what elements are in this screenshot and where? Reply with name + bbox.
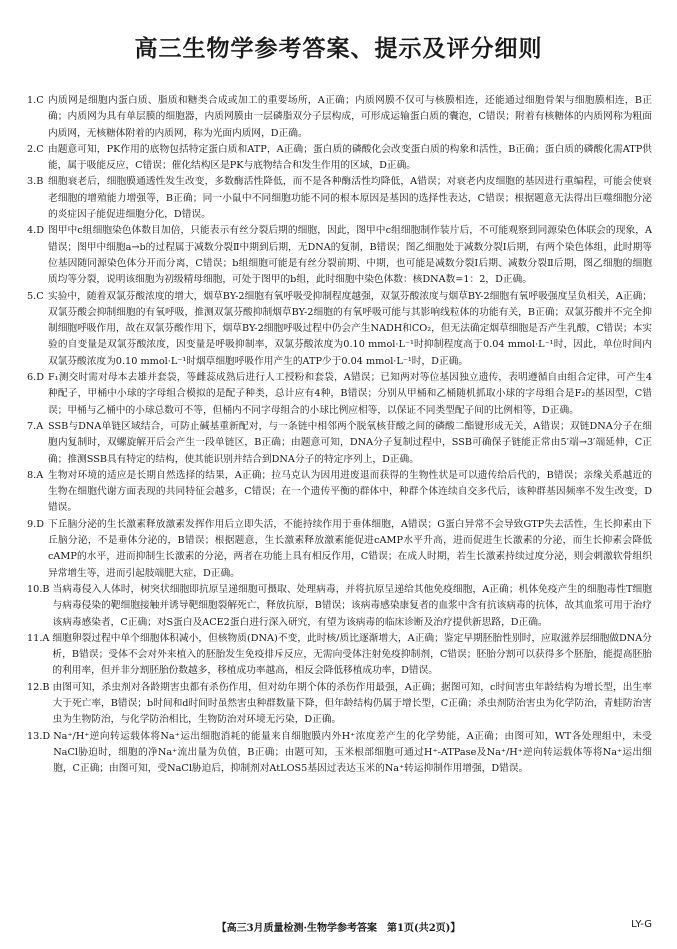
page-title: 高三生物学参考答案、提示及评分细则 xyxy=(134,36,543,62)
answer-item xyxy=(27,142,652,175)
answer-item xyxy=(27,289,652,370)
answer-number: 5.C xyxy=(27,290,44,302)
answer-number: 12.B xyxy=(27,681,50,693)
answer-item xyxy=(27,729,652,778)
answer-number: 3.B xyxy=(27,176,44,188)
footer-page-info: 【高三3月质量检测·生物学参考答案 第1页(共2页)】 xyxy=(216,923,461,934)
answer-number: 13.D xyxy=(27,730,51,742)
answer-item xyxy=(27,223,652,288)
answer-item xyxy=(27,93,652,142)
answer-number: 4.D xyxy=(27,225,45,237)
answer-text: 下丘脑分泌的生长激素释放激素发挥作用后立即失活，不能持续作用于垂体细胞，A错误；G蛋白异常不会导致GTP失去活性，生长抑素由下丘脑分泌，不是垂体分泌的，B错误；根据题意，生长激素释放激素能促进cAMP水平升高，进而促进生长激素的分泌，而生长抑素会降低cAMP的水平，进而抑制生长激素的分泌，两者在功能上具有相反作用，C错误；在成人时期，若生长激素持续过度分泌，则会刺激软骨组织异常增生等，进而引起肢端肥大症，D正确。 xyxy=(48,518,652,579)
answer-text: 细胞卵裂过程中单个细胞体积减小，但核物质(DNA)不变，此时核/质比逐渐增大，A正确；鉴定早期胚胎性别时，应取滋养层细胞做DNA分析，B错误；受体不会对外来植入的胚胎发生免疫排斥反应，无需向受体注射免疫抑制剂，C错误；胚胎分割可以获得多个胚胎，能提高胚胎的利用率，但并非分割胚胎份数越多，移植成功率越高，相反会降低移植成功率，D错误。 xyxy=(52,632,652,677)
answer-number: 9.D xyxy=(27,518,45,530)
answer-number: 1.C xyxy=(27,95,44,106)
answer-text: 当病毒侵入人体时，树突状细胞即抗原呈递细胞可摄取、处理病毒，并将抗原呈递给其他免疫细胞，A正确；机体免疫产生的细胞毒性T细胞与病毒侵染的靶细胞接触并诱导靶细胞裂解死亡，释放抗原，B错误；该病毒感染康复者的血浆中含有抗该病毒的抗体，故其血浆可用于治疗该病毒感染者，C正确；对S蛋白及ACE2蛋白进行深入研究，有望为该病毒的临床诊断及治疗提供新思路，D正确。 xyxy=(52,583,652,628)
answer-number: 2.C xyxy=(27,143,44,155)
answer-text: 内质网是细胞内蛋白质、脂质和糖类合成或加工的重要场所，A正确；内质网膜不仅可与核膜相连，还能通过细胞骨架与细胞膜相连，B正确；内质网为具有单层膜的细胞器，内质网膜由一层磷脂双分子层构成，可形成运输蛋白质的囊泡，C错误；附着有核糖体的内质网称为粗面内质网，无核糖体附着的内质网，称为光面内质网，D正确。 xyxy=(48,95,652,139)
answer-item xyxy=(27,680,652,729)
answer-item xyxy=(27,517,652,582)
answer-item xyxy=(27,174,652,223)
answer-number: 6.D xyxy=(27,372,45,384)
footer-code: LY-G xyxy=(631,919,652,930)
answer-item xyxy=(27,631,652,680)
answer-number: 7.A xyxy=(27,420,44,432)
answer-text: SSB与DNA单链区域结合，可防止碱基重新配对，与一条链中相邻两个脱氧核苷酸之间的磷酸二酯键形成无关，A错误；双链DNA分子在细胞内复制时，双螺旋解开后会产生一段单链区，B正确；由题意可知，DNA分子复制过程中，SSB可确保子链能正常由5′端→3′端延伸，C正确；推测SSB具有特定的结构，使其能识别并结合到DNA分子的特定序列上，D正确。 xyxy=(48,420,652,465)
answer-item xyxy=(27,582,652,631)
answer-text: 生物对环境的适应是长期自然选择的结果，A正确；拉马克认为因用进废退而获得的生物性状是可以遗传给后代的，B错误；亲缘关系越近的生物在细胞代谢方面表现的共同特征会越多，C错误；在一个遗传平衡的群体中，种群个体连续自交多代后，该种群基因频率不发生改变，D错误。 xyxy=(48,469,652,514)
answer-text: 实验中，随着双氯芬酸浓度的增大，烟草BY-2细胞有氧呼吸受抑制程度越强，双氯芬酸浓度与烟草BY-2细胞有氧呼吸强度呈负相关，A正确；双氯芬酸会抑制细胞的有氧呼吸，推测双氯芬酸抑制烟草BY-2细胞的有氧呼吸可能与其影响线粒体的功能有关，B正确；双氯芬酸并不完全抑制细胞呼吸作用，故在双氯芬酸作用下，烟草BY-2细胞呼吸过程中仍会产生NADH和CO₂，但无法确定烟草细胞是否产生乳酸，C错误；本实验的自变量是双氯芬酸浓度，因变量是呼吸抑制率，双氯芬酸浓度为0.10 mmol·L⁻¹时抑制程度高于0.04 mmol·L⁻¹时，因此，单位时间内双氯芬酸浓度为0.10 mmol·L⁻¹时烟草细胞呼吸作用产生的ATP少于0.04 mmol·L⁻¹时，D正确。 xyxy=(48,290,652,367)
answer-text: 由图可知，杀虫剂对各龄期害虫都有杀伤作用，但对幼年期个体的杀伤作用最强，A正确；据图可知，c时间害虫年龄结构为增长型，出生率大于死亡率，B错误；b时间和d时间时虽然害虫种群数量下降，但年龄结构仍属于增长型，C正确；杀虫剂防治害虫为化学防治，青蛙防治害虫为生物防治，与化学防治相比，生物防治对环境无污染，D正确。 xyxy=(52,681,652,726)
answer-item xyxy=(27,419,652,468)
answer-text: Na⁺/H⁺逆向转运载体将Na⁺运出细胞消耗的能量来自细胞膜内外H⁺浓度差产生的化学势能，A正确；由图可知，WT各处理组中，未受NaCl胁迫时，细胞的净Na⁺流出量为负值，B正确；由题可知，玉米根部细胞可通过H⁺-ATPase及Na⁺/H⁺逆向转运载体等将Na⁺运出细胞，C正确；由图可知，受NaCl胁迫后，抑制剂对AtLOS5基因过表达玉米的Na⁺转运抑制作用增强，D错误。 xyxy=(53,730,652,775)
answer-number: 8.A xyxy=(27,469,44,481)
answer-number: 10.B xyxy=(27,583,50,595)
answer-item xyxy=(27,370,652,419)
answer-text: 图甲中c组细胞染色体数目加倍，只能表示有丝分裂后期的细胞，因此，图甲中c组细胞制作装片后，不可能观察到同源染色体联会的现象，A错误；图甲中细胞a→b的过程属于减数分裂Ⅱ中期到后期，无DNA的复制，B错误；图乙细胞处于减数分裂Ⅰ后期，有两个染色体组，此时期等位基因随同源染色体分开而分离，C错误；b组细胞可能是有丝分裂前期、中期，也可能是减数分裂Ⅰ后期、减数分裂Ⅱ后期，图乙细胞的细胞质均等分裂，说明该细胞为初级精母细胞，可处于图甲的b组，此时细胞中染色体数：核DNA数=1：2，D正确。 xyxy=(48,225,652,286)
answer-text: 由题意可知，PK作用的底物包括特定蛋白质和ATP，A正确；蛋白质的磷酸化会改变蛋白质的构象和活性，B正确；蛋白质的磷酸化需ATP供能，属于吸能反应，C错误；催化结构区是PK与底物结合和发生作用的区域，D正确。 xyxy=(48,143,652,172)
answer-item xyxy=(27,468,652,517)
answer-text: F₁测交时需对母本去雄并套袋，等雌蕊成熟后进行人工授粉和套袋，A错误；已知两对等位基因独立遗传，表明遵循自由组合定律，可产生4种配子，甲桶中小球的字母组合模拟的是配子种类，总计应有4种，B错误；分别从甲桶和乙桶随机抓取小球的字母组合是F₂的基因型，C错误；甲桶与乙桶中的小球总数可不等，但桶内不同字母组合的小球比例应相等，以保证不同类型配子间的比例相等，D正确。 xyxy=(48,372,652,416)
answer-text: 细胞衰老后，细胞膜通透性发生改变，多数酶活性降低，而不是各种酶活性均降低，A错误；对衰老内皮细胞的基因进行重编程，可能会使衰老细胞的增殖能力增强等，B正确；同一小鼠中不同细胞功能不同的根本原因是基因的选择性表达，C错误；根据题意无法得出巨噬细胞分泌的炎症因子能促进细胞分化，D错误。 xyxy=(48,176,652,221)
answer-list xyxy=(27,93,652,777)
answer-number: 11.A xyxy=(27,632,50,644)
